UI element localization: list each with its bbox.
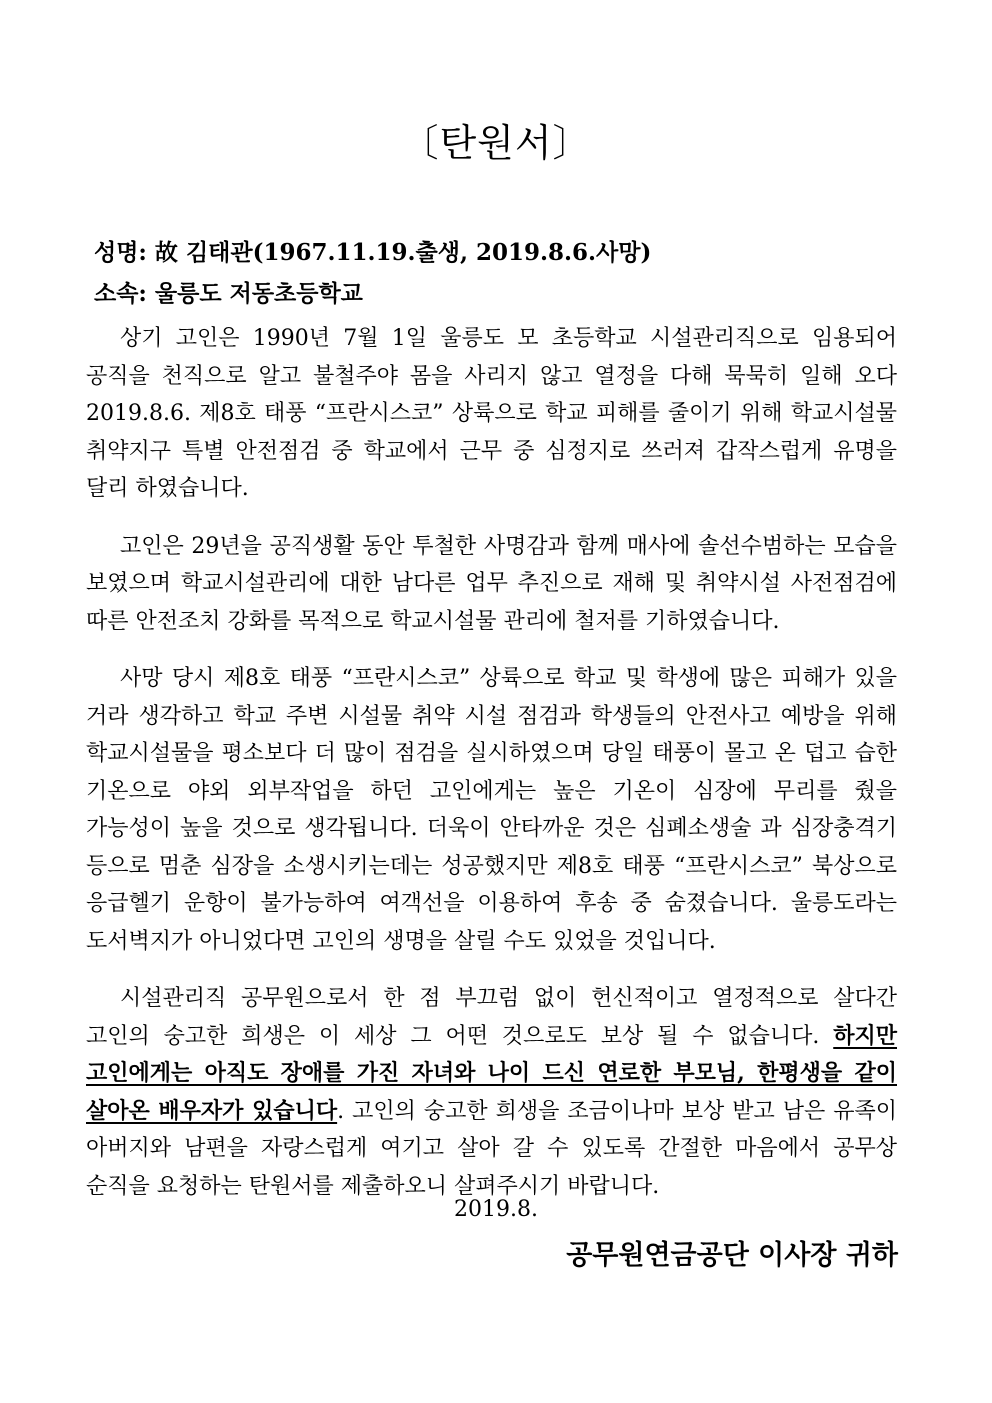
paragraph-1: 상기 고인은 1990년 7월 1일 울릉도 모 초등학교 시설관리직으로 임용되어 공직을 천직으로 알고 불철주야 몸을 사리지 않고 열정을 다해 묵묵히 일해 오다 2019.8.6. 제8호 태풍 “프란시스코” 상륙으로 학교 피해를 줄이기 위해 학교시설물 취약지구 특별 안전점검 중 학교에서 근무 중 심정지로 쓰러져 갑작스럽게 유명을 달리 하였습니다. [86, 326, 897, 501]
underlined-emphasis: 하지만 고인에게는 아직도 장애를 가진 자녀와 나이 드신 연로한 부모님, 한평생을 같이 살아온 배우자가 있습니다 [86, 1022, 897, 1124]
affiliation-line: 소속: 울릉도 저동초등학교 [94, 280, 363, 307]
paragraph-4 [86, 980, 897, 1205]
document-date: 2019.8. [454, 1197, 538, 1222]
paragraph-4-start: 시설관리직 공무원으로서 한 점 부끄럼 없이 헌신적이고 열정적으로 살다간 고인의 숭고한 희생은 이 세상 그 어떤 것으로도 보상 될 수 없습니다. [86, 986, 897, 1049]
document-title: 〔탄원서〕 [400, 121, 592, 165]
paragraph-3: 사망 당시 제8호 태풍 “프란시스코” 상륙으로 학교 및 학생에 많은 피해가 있을 거라 생각하고 학교 주변 시설물 취약 시설 점검과 학생들의 안전사고 예방을 위해 학교시설물을 평소보다 더 많이 점검을 실시하였으며 당일 태풍이 몰고 온 덥고 습한 기온으로 야외 외부작업을 하던 고인에게는 높은 기온이 심장에 무리를 줬을 가능성이 높을 것으로 생각됩니다. 더욱이 안타까운 것은 심폐소생술 과 심장충격기 등으로 멈춘 심장을 소생시키는데는 성공했지만 제8호 태풍 “프란시스코” 북상으로 응급헬기 운항이 불가능하여 여객선을 이용하여 후송 중 숨졌습니다. 울릉도라는 도서벽지가 아니었다면 고인의 생명을 살릴 수도 있었을 것입니다. [86, 666, 897, 954]
paragraph-2: 고인은 29년을 공직생활 동안 투철한 사명감과 함께 매사에 솔선수범하는 모습을 보였으며 학교시설관리에 대한 남다른 업무 추진으로 재해 및 취약시설 사전점검에 따른 안전조치 강화를 목적으로 학교시설물 관리에 철저를 기하였습니다. [86, 533, 897, 634]
deceased-name-line: 성명: 故 김태관(1967.11.19.출생, 2019.8.6.사망) [94, 239, 652, 266]
petition-body [86, 320, 897, 1225]
paragraph-4-end: . 고인의 숭고한 희생을 조금이나마 보상 받고 남은 유족이 아버지와 남편을 자랑스럽게 여기고 살아 갈 수 있도록 간절한 마음에서 공무상 순직을 요청하는 탄원서를 제출하오니 살펴주시기 바랍니다. [86, 1098, 897, 1199]
addressee: 공무원연금공단 이사장 귀하 [566, 1240, 898, 1271]
